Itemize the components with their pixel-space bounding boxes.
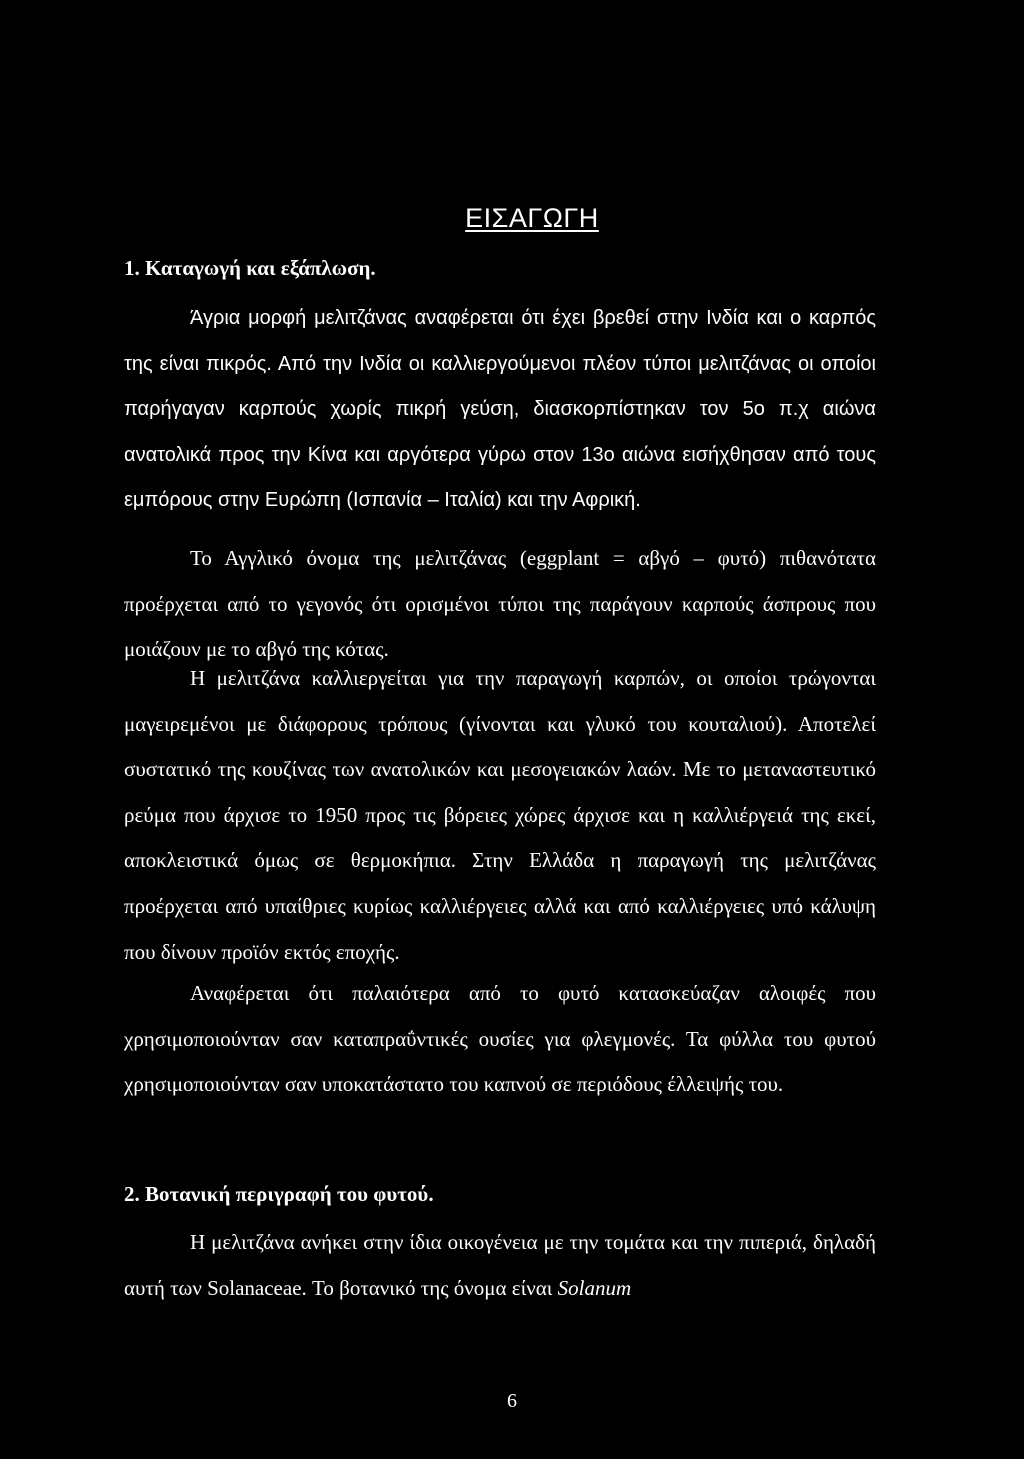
paragraph-origin: Άγρια μορφή μελιτζάνας αναφέρεται ότι έχει βρεθεί στην Ινδία και ο καρπός της είναι πικρός. Από την Ινδία οι καλλιεργούμενοι πλέον τύποι μελιτζάνας οι οποίοι παρήγαγαν καρπούς χωρίς πικρή γεύση, διασκορπίστηκαν τον 5ο π.χ αιώνα ανατολικά προς την Κίνα και αργότερα γύρω στον 13ο αιώνα εισήχθησαν από τους εμπόρους στην Ευρώπη (Ισπανία – Ιταλία) και την Αφρική. — [124, 307, 876, 512]
page-number: 6 — [507, 1390, 517, 1412]
paragraph-botanical — [124, 1220, 876, 1311]
section-heading-origin: 1. Καταγωγή και εξάπλωση. — [124, 256, 376, 280]
botanical-genus: Solanum — [557, 1275, 632, 1300]
section-heading-botanical: 2. Βοτανική περιγραφή του φυτού. — [124, 1182, 434, 1206]
paragraph-cultivation: Η μελιτζάνα καλλιεργείται για την παραγωγή καρπών, οι οποίοι τρώγονται μαγειρεμένοι με διάφορους τρόπους (γίνονται και γλυκό του κουταλιού). Αποτελεί συστατικό της κουζίνας των ανατολικών και μεσογειακών λαών. Με το μεταναστευτικό ρεύμα που άρχισε το 1950 προς τις βόρειες χώρες άρχισε και η καλλιέργειά της εκεί, αποκλειστικά όμως σε θερμοκήπια. Στην Ελλάδα η παραγωγή της μελιτζάνας προέρχεται από υπαίθριες κυρίως καλλιέργειες αλλά και από καλλιέργειες υπό κάλυψη που δίνουν προϊόν εκτός εποχής. — [124, 666, 876, 964]
botanical-text: Η μελιτζάνα ανήκει στην ίδια οικογένεια με την τομάτα και την πιπεριά, δηλαδή αυτή των Solanaceae. Το βοτανικό της όνομα είναι — [124, 1230, 876, 1300]
paragraph-historic-uses: Αναφέρεται ότι παλαιότερα από το φυτό κατασκεύαζαν αλοιφές που χρησιμοποιούνταν σαν καταπραΰντικές ουσίες για φλεγμονές. Τα φύλλα του φυτού χρησιμοποιούνταν σαν υποκατάστατο του καπνού σε περιόδους έλλειψής του. — [124, 981, 876, 1097]
paragraph-eggplant-name: Το Αγγλικό όνομα της μελιτζάνας (eggplant = αβγό – φυτό) πιθανότατα προέρχεται από το γεγονός ότι ορισμένοι τύποι της παράγουν καρπούς άσπρους που μοιάζουν με το αβγό της κότας. — [124, 546, 876, 662]
page-title: ΕΙΣΑΓΩΓΗ — [465, 203, 599, 233]
